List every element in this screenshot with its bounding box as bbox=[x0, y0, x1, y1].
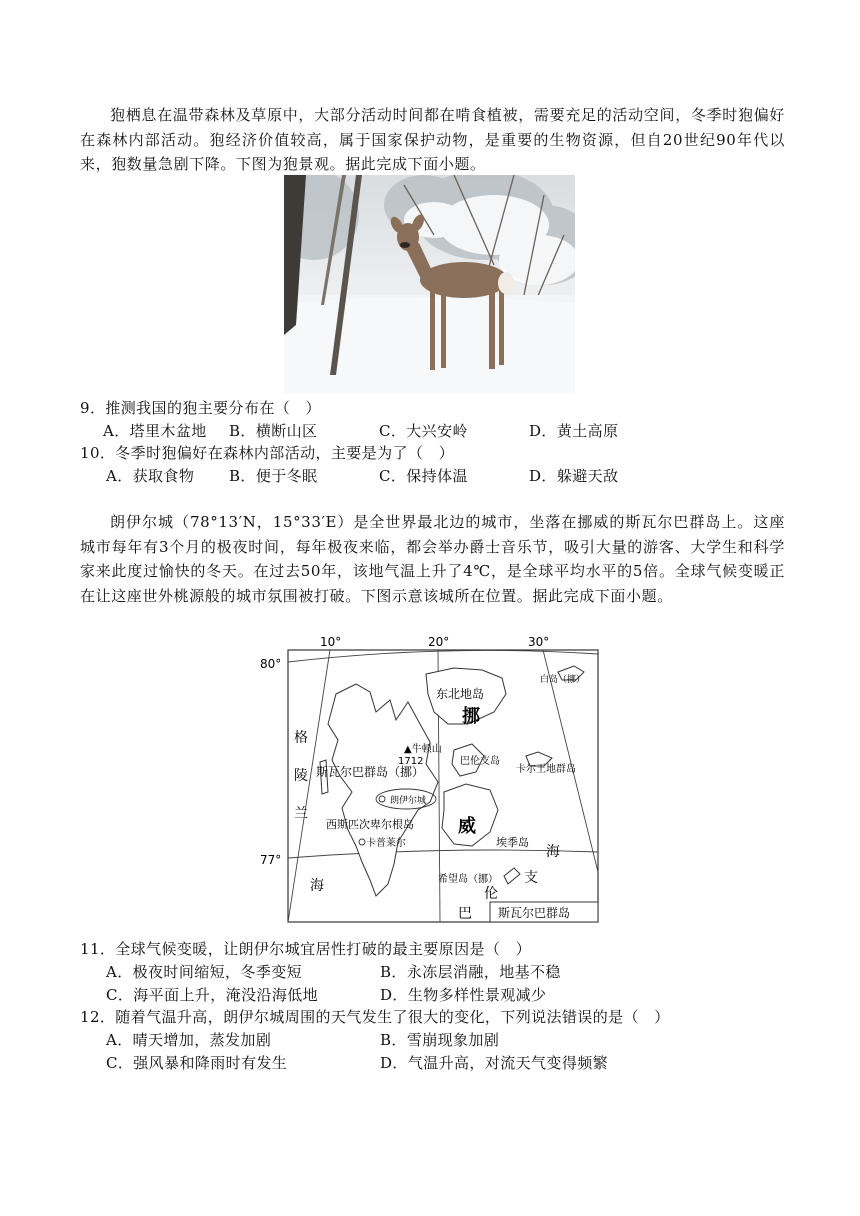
label-kvitoya: 白岛（挪） bbox=[540, 675, 586, 685]
question-9-stem: 9．推测我国的狍主要分布在（ ） bbox=[80, 399, 321, 417]
q11-option-d[interactable]: D．生物多样性景观减少 bbox=[380, 986, 547, 1004]
label-barentsoya: 巴伦支岛 bbox=[460, 756, 500, 767]
q12-option-c[interactable]: C．强风暴和降雨时有发生 bbox=[106, 1054, 288, 1072]
label-elevation: 1712 bbox=[398, 756, 424, 767]
q12-option-d[interactable]: D．气温升高，对流天气变得频繁 bbox=[380, 1054, 609, 1072]
label-wei: 威 bbox=[458, 816, 476, 837]
map-caption: 斯瓦尔巴群岛 bbox=[498, 906, 571, 920]
question-11-stem: 11．全球气候变暖，让朗伊尔城宜居性打破的最主要原因是（ ） bbox=[80, 940, 532, 958]
q9-option-b[interactable]: B．横断山区 bbox=[229, 422, 318, 440]
lon-10-label: 10° bbox=[320, 635, 342, 649]
label-hai-west: 海 bbox=[310, 878, 324, 894]
label-hai-east: 海 bbox=[546, 844, 560, 860]
label-nuo: 挪 bbox=[462, 706, 480, 727]
label-zhi: 支 bbox=[524, 870, 538, 886]
label-lan: 兰 bbox=[294, 806, 308, 822]
question-10-stem: 10．冬季时狍偏好在森林内部活动，主要是为了（ ） bbox=[80, 444, 455, 462]
q11-option-c[interactable]: C．海平面上升，淹没沿海低地 bbox=[106, 986, 319, 1004]
label-longyearbyen: 朗伊尔城 bbox=[390, 796, 427, 806]
lon-20-label: 20° bbox=[428, 635, 450, 649]
label-ge: 格 bbox=[294, 730, 308, 746]
q12-option-a[interactable]: A．晴天增加，蒸发加剧 bbox=[106, 1031, 272, 1049]
q10-option-c[interactable]: C．保持体温 bbox=[379, 467, 468, 485]
passage-roe-deer: 狍栖息在温带森林及草原中，大部分活动时间都在啃食植被，需要充足的活动空间，冬季时狍偏好在森林内部活动。狍经济价值较高，属于国家保护动物，是重要的生物资源，但自20世纪90年代以来，狍数量急剧下降。下图为狍景观。据此完成下面小题。 bbox=[80, 106, 785, 173]
question-12-stem: 12．随着气温升高，朗伊尔城周围的天气发生了很大的变化，下列说法错误的是（ ） bbox=[80, 1008, 670, 1026]
passage-longyearbyen: 朗伊尔城（78°13′N，15°33′E）是全世界最北边的城市，坐落在挪威的斯瓦尔巴群岛上。这座城市每年有3个月的极夜时间，每年极夜来临，都会举办爵士音乐节，吸引大量的游客、大学生和科学家来此度过愉快的冬天。在过去50年，该地气温上升了4℃，是全球平均水平的5倍。全球气候变暖正在让这座世外桃源般的城市氛围被打破。下图示意该城所在位置。据此完成下面小题。 bbox=[80, 513, 785, 605]
lon-30-label: 30° bbox=[528, 635, 550, 649]
svalbard-map bbox=[258, 632, 603, 928]
q10-option-d[interactable]: D．躲避天敌 bbox=[529, 467, 619, 485]
label-svalbard: 斯瓦尔巴群岛（挪） bbox=[316, 765, 425, 779]
label-spitsbergen: 西斯匹次卑尔根岛 bbox=[326, 818, 414, 831]
label-newtontoppen: ▲牛顿山 bbox=[404, 744, 442, 755]
label-kapp-linne: 卡普莱尔 bbox=[366, 838, 406, 849]
lat-77-label: 77° bbox=[260, 853, 282, 867]
q9-option-c[interactable]: C．大兴安岭 bbox=[379, 422, 468, 440]
q9-option-a[interactable]: A．塔里木盆地 bbox=[103, 422, 207, 440]
label-hopen: 希望岛（挪） bbox=[438, 874, 498, 885]
label-nordaustlandet: 东北地岛 bbox=[436, 687, 485, 701]
lat-80-label: 80° bbox=[260, 657, 282, 671]
label-ba: 巴 bbox=[458, 906, 472, 922]
q10-option-a[interactable]: A．获取食物 bbox=[106, 467, 195, 485]
q11-option-b[interactable]: B．永冻层消融，地基不稳 bbox=[380, 963, 561, 981]
label-kong-karls-land: 卡尔王地群岛 bbox=[516, 764, 576, 775]
q11-option-a[interactable]: A．极夜时间缩短，冬季变短 bbox=[106, 963, 303, 981]
label-ling: 陵 bbox=[294, 768, 308, 784]
label-lun: 伦 bbox=[484, 886, 498, 902]
roe-deer-photo bbox=[284, 175, 575, 393]
q10-option-b[interactable]: B．便于冬眠 bbox=[229, 467, 318, 485]
q9-option-d[interactable]: D．黄土高原 bbox=[529, 422, 619, 440]
q12-option-b[interactable]: B．雪崩现象加剧 bbox=[380, 1031, 500, 1049]
label-edgeoya: 埃季岛 bbox=[496, 836, 529, 849]
